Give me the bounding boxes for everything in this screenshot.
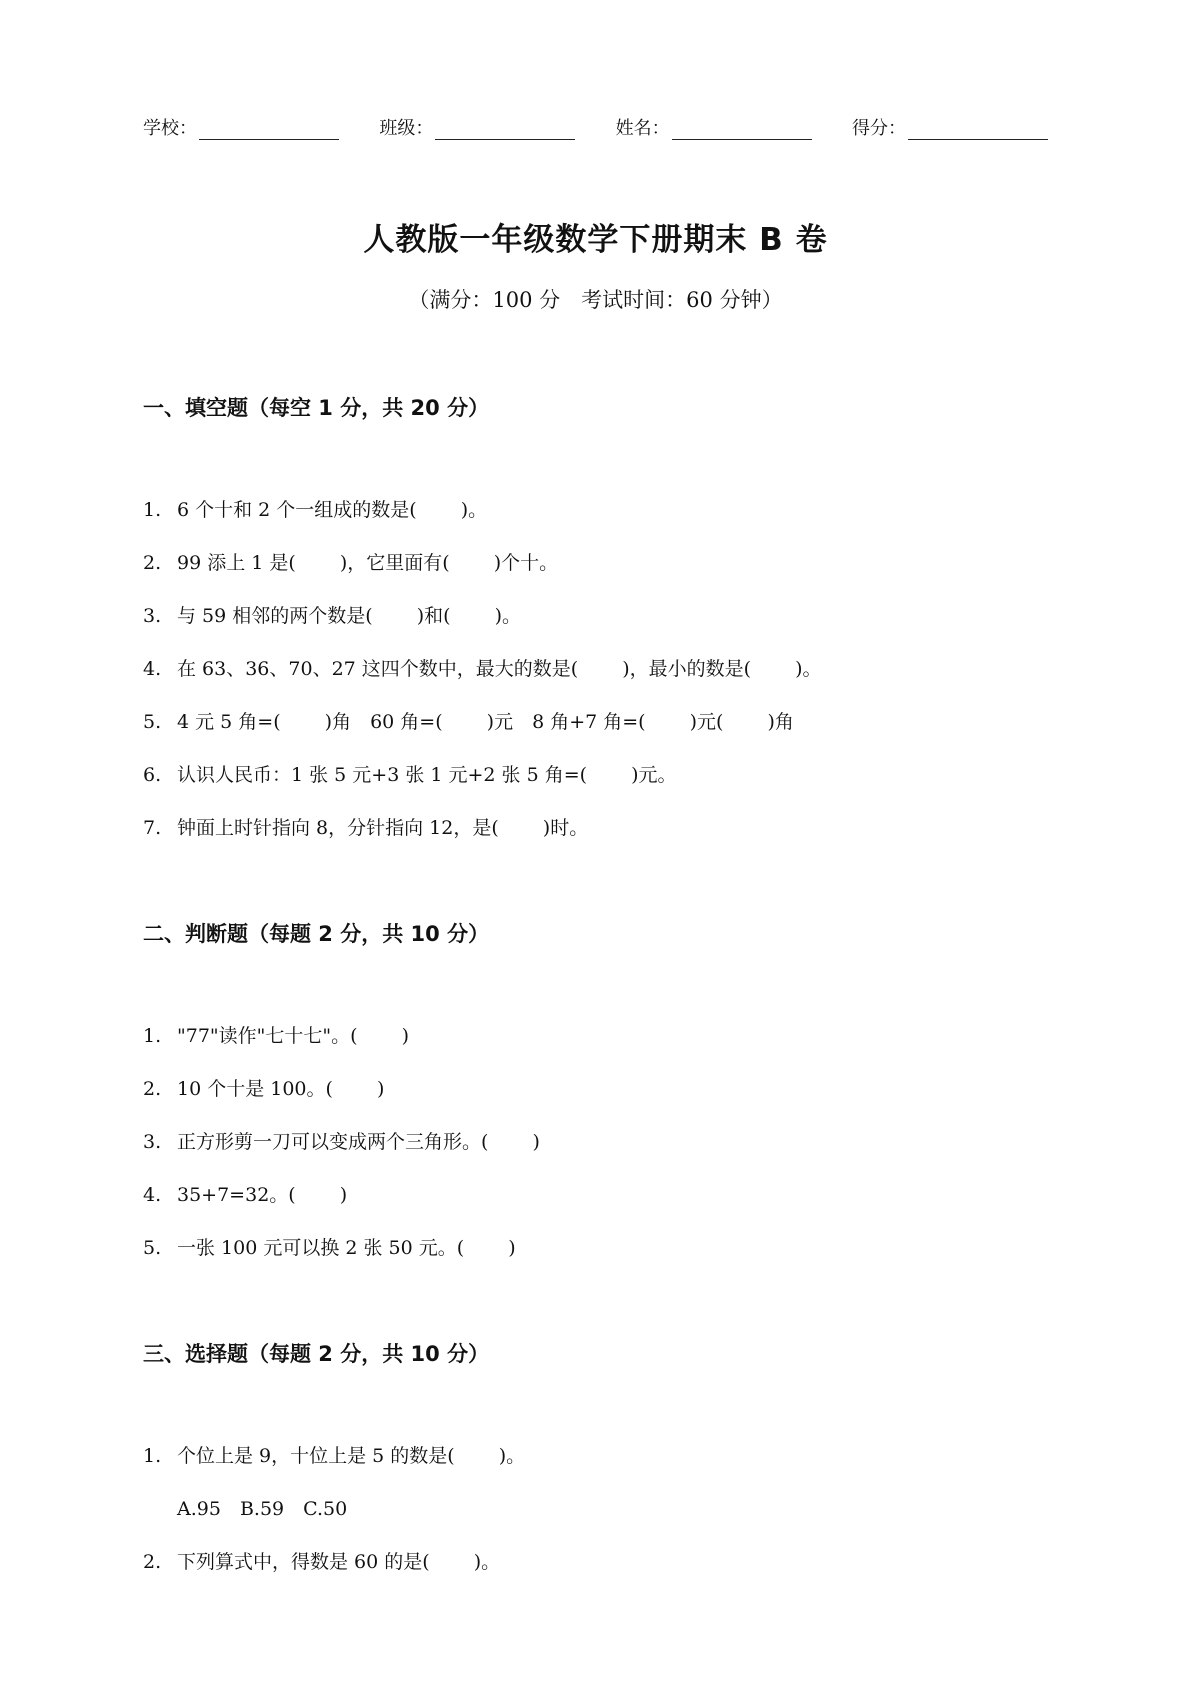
name-field: [616, 114, 812, 140]
question-item: [143, 1127, 540, 1154]
question-item: [143, 1021, 409, 1048]
question-item: [143, 1074, 384, 1101]
name-label: 姓名：: [615, 118, 670, 139]
question-text: 4 元 5 角=( )角 60 角=( )元 8 角+7 角=( )元( )角: [177, 711, 794, 733]
school-field: [143, 114, 339, 140]
question-text: 个位上是 9，十位上是 5 的数是( )。: [177, 1445, 526, 1467]
question-number: 1.: [143, 1025, 162, 1047]
question-item: [143, 495, 487, 522]
school-blank[interactable]: [199, 121, 339, 140]
question-text: 与 59 相邻的两个数是( )和( )。: [177, 605, 521, 627]
question-text: 钟面上时针指向 8，分针指向 12，是( )时。: [177, 817, 589, 839]
class-blank[interactable]: [435, 121, 575, 140]
question-number: 2.: [143, 552, 162, 574]
section-heading-fill-in: 一、填空题（每空 1 分，共 20 分）: [143, 396, 490, 420]
page-title: 人教版一年级数学下册期末 B 卷: [363, 222, 828, 258]
question-item: [143, 548, 558, 575]
question-text: 35+7=32。( ): [177, 1184, 348, 1206]
question-text: 99 添上 1 是( )，它里面有( )个十。: [177, 552, 559, 574]
school-label: 学校：: [143, 118, 197, 139]
question-number: 5.: [143, 1237, 162, 1259]
question-number: 5.: [143, 711, 162, 733]
question-number: 2.: [143, 1078, 162, 1100]
class-label: 班级：: [379, 118, 434, 139]
question-number: 1.: [143, 1445, 162, 1467]
question-text: 6 个十和 2 个一组成的数是( )。: [177, 499, 488, 521]
question-item: [143, 760, 677, 787]
question-number: 7.: [143, 817, 162, 839]
question-item: [143, 654, 822, 681]
page-subtitle: （满分：100 分 考试时间：60 分钟）: [408, 288, 783, 312]
section-heading-multiple-choice: 三、选择题（每题 2 分，共 10 分）: [143, 1342, 490, 1366]
question-text: 正方形剪一刀可以变成两个三角形。( ): [177, 1131, 540, 1153]
score-label: 得分：: [851, 118, 906, 139]
question-item: [143, 1233, 516, 1260]
question-text: 10 个十是 100。( ): [177, 1078, 385, 1100]
question-text: 在 63、36、70、27 这四个数中，最大的数是( )，最小的数是( )。: [177, 658, 822, 680]
question-text: "77"读作"七十七"。( ): [177, 1025, 409, 1047]
question-number: 2.: [143, 1551, 162, 1573]
question-item: [143, 601, 521, 628]
name-blank[interactable]: [672, 121, 812, 140]
question-text: 一张 100 元可以换 2 张 50 元。( ): [177, 1237, 516, 1259]
score-field: [852, 114, 1048, 140]
question-item: [143, 1180, 347, 1207]
section-heading-true-false: 二、判断题（每题 2 分，共 10 分）: [143, 922, 490, 946]
question-item: [143, 1547, 500, 1574]
question-number: 4.: [143, 1184, 162, 1206]
question-item: [143, 1441, 525, 1468]
question-number: 3.: [143, 1131, 162, 1153]
question-number: 3.: [143, 605, 162, 627]
question-text: 下列算式中，得数是 60 的是( )。: [177, 1551, 501, 1573]
question-item: [143, 707, 794, 734]
class-field: [379, 114, 575, 140]
question-text: 认识人民币：1 张 5 元+3 张 1 元+2 张 5 角=( )元。: [177, 764, 677, 786]
score-blank[interactable]: [908, 121, 1048, 140]
question-item: [143, 813, 588, 840]
question-number: 6.: [143, 764, 162, 786]
choice-options: A.95 B.59 C.50: [177, 1498, 348, 1520]
question-number: 4.: [143, 658, 162, 680]
student-info-line: [143, 114, 1048, 140]
question-number: 1.: [143, 499, 162, 521]
